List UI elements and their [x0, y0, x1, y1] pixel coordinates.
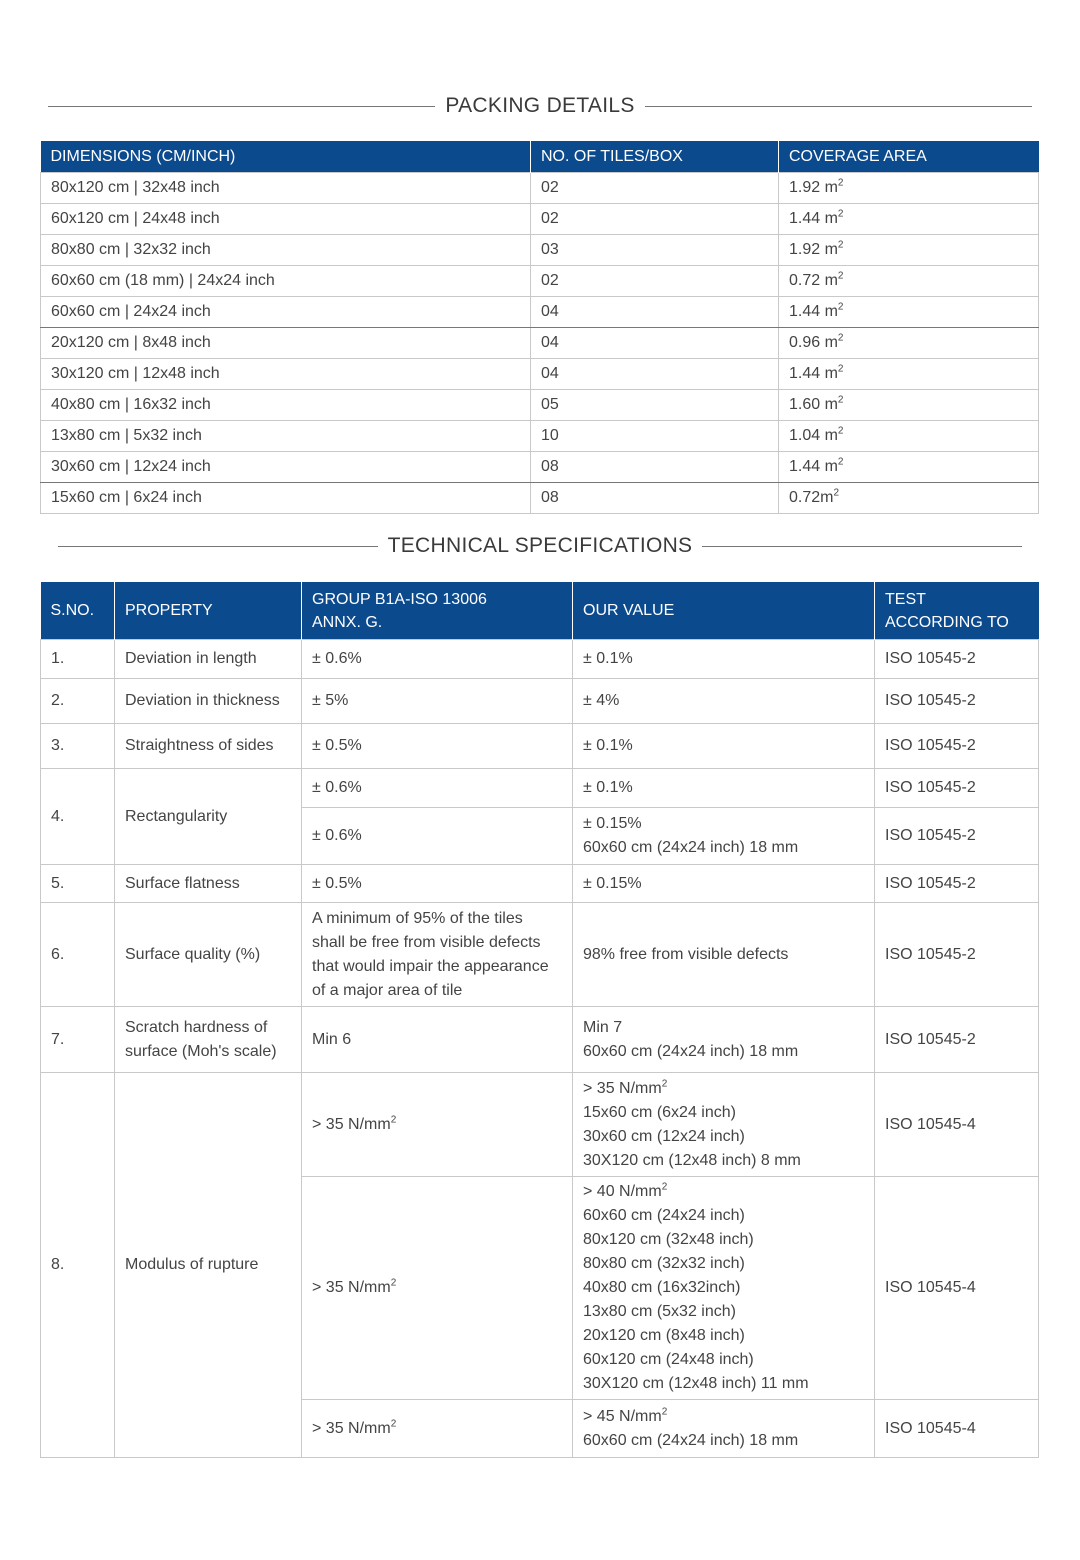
table-row: [41, 679, 1039, 724]
header-dimensions: DIMENSIONS (CM/INCH): [41, 141, 531, 173]
unit-exponent: 2: [837, 332, 844, 344]
packing-details-table: [40, 141, 1039, 514]
group-value: > 35 N/mm: [312, 1419, 391, 1437]
property-cell: Scratch hardness of surface (Moh's scale): [115, 1007, 302, 1073]
group-cell: [302, 1073, 573, 1177]
group-cell: A minimum of 95% of the tiles shall be free from visible defects that would impair the appearance of a major area of tile: [302, 903, 573, 1007]
property-cell: Modulus of rupture: [115, 1073, 302, 1458]
unit-exponent: 2: [837, 301, 844, 313]
dimension-cell: 13x80 cm | 5x32 inch: [41, 421, 531, 452]
group-cell: [302, 1177, 573, 1400]
table-row: [41, 1073, 1039, 1177]
value-detail: 15x60 cm (6x24 inch) 30x60 cm (12x24 inch) 30X120 cm (12x48 inch) 8 mm: [583, 1103, 801, 1169]
tiles-cell: 02: [531, 204, 779, 235]
table-row: [41, 769, 1039, 808]
coverage-cell: [779, 359, 1039, 390]
unit-exponent: 2: [837, 363, 844, 375]
dimension-cell: 80x120 cm | 32x48 inch: [41, 173, 531, 204]
value-cell: 98% free from visible defects: [573, 903, 875, 1007]
property-cell: Deviation in length: [115, 640, 302, 679]
table-row: [41, 297, 1039, 328]
test-cell: ISO 10545-4: [875, 1073, 1039, 1177]
technical-specifications-heading: [0, 534, 1080, 558]
unit-exponent: 2: [837, 456, 844, 468]
header-tiles-per-box: NO. OF TILES/BOX: [531, 141, 779, 173]
dimension-cell: 60x60 cm (18 mm) | 24x24 inch: [41, 266, 531, 297]
coverage-value: 0.96 m: [789, 334, 838, 351]
tiles-cell: 04: [531, 359, 779, 390]
packing-details-heading: [0, 94, 1080, 118]
table-row: [41, 328, 1039, 359]
test-cell: ISO 10545-4: [875, 1177, 1039, 1400]
sno-cell: 8.: [41, 1073, 115, 1458]
test-cell: ISO 10545-4: [875, 1400, 1039, 1458]
coverage-value: 1.04 m: [789, 427, 838, 444]
table-row: [41, 173, 1039, 204]
group-value: > 35 N/mm: [312, 1115, 391, 1133]
coverage-value: 1.44 m: [789, 210, 838, 227]
value-cell: ± 0.15% 60x60 cm (24x24 inch) 18 mm: [573, 808, 875, 865]
coverage-value: 1.92 m: [789, 241, 838, 258]
coverage-value: 1.60 m: [789, 396, 838, 413]
unit-exponent: 2: [661, 1078, 668, 1090]
sno-cell: 2.: [41, 679, 115, 724]
sno-cell: 7.: [41, 1007, 115, 1073]
test-cell: ISO 10545-2: [875, 724, 1039, 769]
value-cell: Min 7 60x60 cm (24x24 inch) 18 mm: [573, 1007, 875, 1073]
test-cell: ISO 10545-2: [875, 640, 1039, 679]
unit-exponent: 2: [661, 1181, 668, 1193]
table-row: [41, 483, 1039, 514]
coverage-cell: [779, 266, 1039, 297]
value-detail: 60x60 cm (24x24 inch) 80x120 cm (32x48 inch) 80x80 cm (32x32 inch) 40x80 cm (16x32inch) 13x80 cm (5x32 inch) 20x120 cm (8x48 inch) 60x120 cm (24x48 inch) 30X120 cm (12x48 inch) 11 mm: [583, 1207, 809, 1392]
sno-cell: 5.: [41, 865, 115, 903]
property-cell: Rectangularity: [115, 769, 302, 865]
heading-rule-left: [48, 106, 435, 107]
header-sno: S.NO.: [41, 582, 115, 640]
value-cell: [573, 1177, 875, 1400]
unit-exponent: 2: [837, 394, 844, 406]
unit-exponent: 2: [837, 270, 844, 282]
tiles-cell: 10: [531, 421, 779, 452]
heading-rule-left: [58, 546, 378, 547]
coverage-value: 0.72m: [789, 489, 834, 506]
tiles-cell: 08: [531, 452, 779, 483]
coverage-cell: [779, 452, 1039, 483]
group-cell: ± 5%: [302, 679, 573, 724]
group-cell: [302, 1400, 573, 1458]
unit-exponent: 2: [837, 177, 844, 189]
coverage-cell: [779, 483, 1039, 514]
sno-cell: 6.: [41, 903, 115, 1007]
value-cell: [573, 1400, 875, 1458]
unit-exponent: 2: [833, 487, 840, 499]
value-cell: ± 0.1%: [573, 640, 875, 679]
unit-exponent: 2: [390, 1418, 397, 1430]
group-cell: ± 0.6%: [302, 769, 573, 808]
table-row: [41, 266, 1039, 297]
group-cell: ± 0.5%: [302, 724, 573, 769]
table-row: [41, 1007, 1039, 1073]
tiles-cell: 04: [531, 297, 779, 328]
value-cell: ± 0.15%: [573, 865, 875, 903]
tiles-cell: 05: [531, 390, 779, 421]
value-cell: ± 0.1%: [573, 724, 875, 769]
header-property: PROPERTY: [115, 582, 302, 640]
sno-cell: 4.: [41, 769, 115, 865]
group-cell: ± 0.5%: [302, 865, 573, 903]
group-cell: ± 0.6%: [302, 640, 573, 679]
unit-exponent: 2: [390, 1114, 397, 1126]
table-row: [41, 903, 1039, 1007]
coverage-value: 1.44 m: [789, 365, 838, 382]
heading-rule-right: [702, 546, 1022, 547]
coverage-cell: [779, 235, 1039, 266]
technical-specifications-title: TECHNICAL SPECIFICATIONS: [387, 534, 693, 557]
header-coverage-area: COVERAGE AREA: [779, 141, 1039, 173]
value-detail: 60x60 cm (24x24 inch) 18 mm: [583, 1431, 799, 1449]
dimension-cell: 30x120 cm | 12x48 inch: [41, 359, 531, 390]
coverage-cell: [779, 297, 1039, 328]
coverage-cell: [779, 328, 1039, 359]
value-cell: ± 0.1%: [573, 769, 875, 808]
unit-exponent: 2: [837, 208, 844, 220]
dimension-cell: 40x80 cm | 16x32 inch: [41, 390, 531, 421]
coverage-value: 1.44 m: [789, 458, 838, 475]
packing-details-title: PACKING DETAILS: [445, 94, 635, 117]
coverage-value: 0.72 m: [789, 272, 838, 289]
table-row: [41, 359, 1039, 390]
group-value: > 35 N/mm: [312, 1279, 391, 1296]
property-cell: Surface quality (%): [115, 903, 302, 1007]
test-cell: ISO 10545-2: [875, 865, 1039, 903]
tiles-cell: 02: [531, 173, 779, 204]
dimension-cell: 30x60 cm | 12x24 inch: [41, 452, 531, 483]
test-cell: ISO 10545-2: [875, 769, 1039, 808]
property-cell: Deviation in thickness: [115, 679, 302, 724]
tiles-cell: 08: [531, 483, 779, 514]
coverage-cell: [779, 421, 1039, 452]
technical-specifications-table: [40, 582, 1039, 1458]
coverage-cell: [779, 173, 1039, 204]
table-row: [41, 235, 1039, 266]
tiles-cell: 02: [531, 266, 779, 297]
table-row: [41, 640, 1039, 679]
value-cell: [573, 1073, 875, 1177]
coverage-cell: [779, 390, 1039, 421]
tech-header-row: [41, 582, 1039, 640]
dimension-cell: 20x120 cm | 8x48 inch: [41, 328, 531, 359]
test-cell: ISO 10545-2: [875, 679, 1039, 724]
unit-exponent: 2: [661, 1406, 668, 1418]
value-main: > 45 N/mm: [583, 1407, 662, 1425]
table-row: [41, 390, 1039, 421]
unit-exponent: 2: [837, 425, 844, 437]
value-cell: ± 4%: [573, 679, 875, 724]
test-cell: ISO 10545-2: [875, 1007, 1039, 1073]
group-cell: Min 6: [302, 1007, 573, 1073]
header-group: GROUP B1A-ISO 13006 ANNX. G.: [302, 582, 573, 640]
property-cell: Straightness of sides: [115, 724, 302, 769]
group-cell: ± 0.6%: [302, 808, 573, 865]
tiles-cell: 04: [531, 328, 779, 359]
test-cell: ISO 10545-2: [875, 808, 1039, 865]
table-row: [41, 865, 1039, 903]
table-row: [41, 421, 1039, 452]
packing-header-row: [41, 141, 1039, 173]
table-row: [41, 452, 1039, 483]
tiles-cell: 03: [531, 235, 779, 266]
coverage-value: 1.44 m: [789, 303, 838, 320]
test-cell: ISO 10545-2: [875, 903, 1039, 1007]
dimension-cell: 80x80 cm | 32x32 inch: [41, 235, 531, 266]
sno-cell: 1.: [41, 640, 115, 679]
table-row: [41, 724, 1039, 769]
dimension-cell: 15x60 cm | 6x24 inch: [41, 483, 531, 514]
table-row: [41, 204, 1039, 235]
coverage-cell: [779, 204, 1039, 235]
header-test-according-to: TEST ACCORDING TO: [875, 582, 1039, 640]
value-main: > 35 N/mm: [583, 1079, 662, 1097]
header-our-value: OUR VALUE: [573, 582, 875, 640]
value-main: > 40 N/mm: [583, 1183, 662, 1200]
property-cell: Surface flatness: [115, 865, 302, 903]
heading-rule-right: [645, 106, 1032, 107]
dimension-cell: 60x60 cm | 24x24 inch: [41, 297, 531, 328]
sno-cell: 3.: [41, 724, 115, 769]
dimension-cell: 60x120 cm | 24x48 inch: [41, 204, 531, 235]
coverage-value: 1.92 m: [789, 179, 838, 196]
unit-exponent: 2: [837, 239, 844, 251]
unit-exponent: 2: [390, 1277, 397, 1289]
